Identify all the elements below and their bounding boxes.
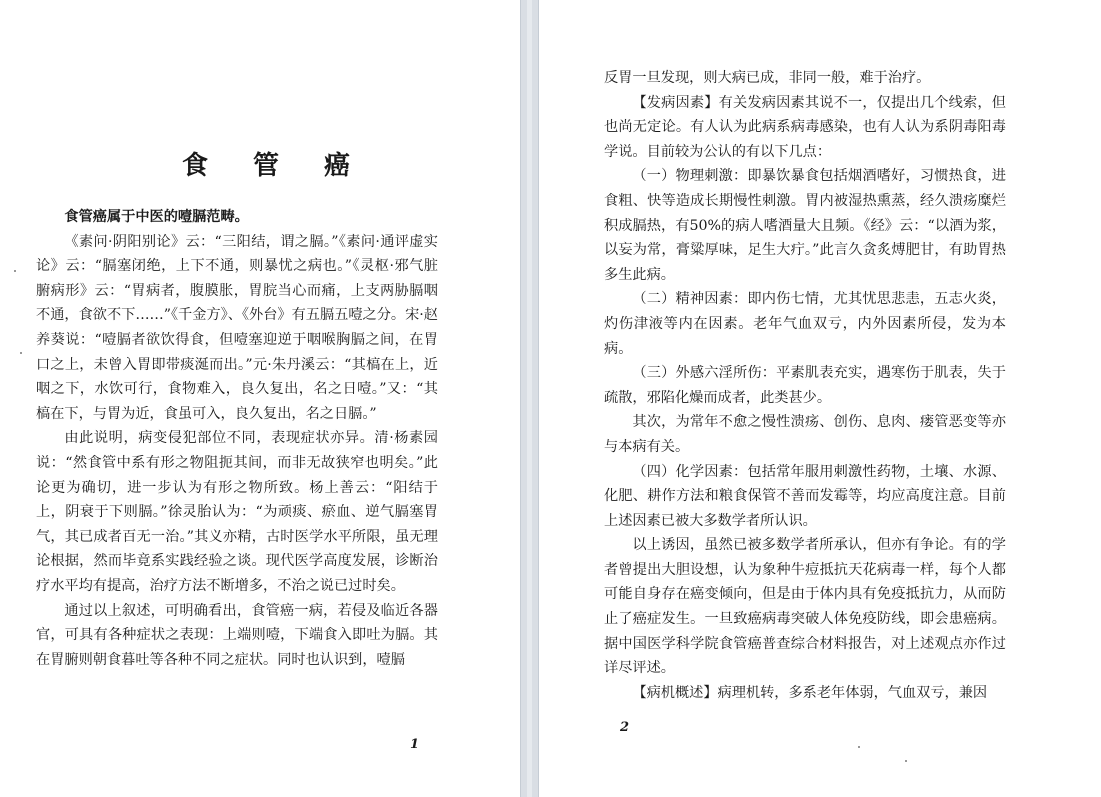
right-paragraph-9: 【病机概述】病理机转，多系老年体弱，气血双亏，兼因	[632, 684, 988, 701]
divider-rail	[527, 0, 532, 797]
left-page-body	[36, 205, 438, 672]
scan-speck	[905, 760, 907, 762]
scan-speck	[858, 746, 860, 748]
right-paragraph-1: 反胃一旦发现，则大病已成，非同一般，难于治疗。	[604, 70, 931, 86]
scan-speck	[14, 270, 16, 272]
left-paragraph-1: 食管癌属于中医的噎膈范畴。	[64, 209, 249, 225]
left-paragraph-2: 《素问·阴阳别论》云：“三阳结，谓之膈。”《素问·通评虚实论》云：“膈塞闭绝，上下不通，则暴忧之病也。”《灵枢·邪气脏腑病形》云：“胃病者，腹膜胀，胃脘当心而痛，上支两胁膈咽不通，食欲不下……”《千金方》、《外台》有五膈五噎之分。宋·赵养葵说：“噎膈者欲饮得食，但噎塞迎逆于咽喉胸膈之间，在胃口之上，未曾入胃即带痰涎而出。”元·朱丹溪云：“其槁在上，近咽之下，水饮可行，食物难入，良久复出，名之日噎。”又：“其槁在下，与胃为近，食虽可入，良久复出，名之日膈。”	[36, 233, 438, 422]
page-title: 食 管 癌	[181, 151, 369, 181]
right-paragraph-6: 其次，为常年不愈之慢性溃疡、创伤、息肉、瘘管恶变等亦与本病有关。	[604, 414, 1006, 455]
right-paragraph-3: （一）物理刺激：即暴饮暴食包括烟酒嗜好，习惯热食，进食粗、快等造成长期慢性刺激。胃内被湿热熏蒸，经久溃疡糜烂积成膈热，有50%的病人嗜酒量大且频。《经》云：“以酒为浆，以妄为常，膏粱厚味，足生大疔。”此言久贪炙煿肥甘，有助胃热多生此病。	[604, 168, 1006, 283]
right-page-number: 2	[620, 720, 630, 735]
right-paragraph-5: （三）外感六淫所伤：平素肌表充实，遇寒伤于肌表，失于疏散，邪陷化燥而成者，此类甚少。	[604, 365, 1006, 406]
left-paragraph-4: 通过以上叙述，可明确看出，食管癌一病，若侵及临近各器官，可具有各种症状之表现：上端则噎，下端食入即吐为膈。其在胃腑则朝食暮吐等各种不同之症状。同时也认识到，噎膈	[36, 602, 438, 668]
right-paragraph-7: （四）化学因素：包括常年服用刺激性药物，土壤、水源、化肥、耕作方法和粮食保管不善而发霉等，均应高度注意。目前上述因素已被大多数学者所认识。	[604, 463, 1006, 529]
right-page-body	[604, 66, 1006, 705]
left-page-number: 1	[410, 737, 420, 752]
left-paragraph-3: 由此说明，病变侵犯部位不同，表现症状亦异。清·杨素园说：“然食管中系有形之物阻扼其间，而非无故狭窄也明矣。”此论更为确切，进一步认为有形之物所致。杨上善云：“阳结于上，阴衰于下则膈。”徐灵胎认为：“为顽痰、瘀血、逆气膈塞胃气，其已成者百无一治。”其义亦精，古时医学水平所限，虽无理论根据，然而毕竟系实践经验之谈。现代医学高度发展，诊断治疗水平均有提高，治疗方法不断增多，不治之说已过时矣。	[36, 430, 438, 594]
right-paragraph-8: 以上诱因，虽然已被多数学者所承认，但亦有争论。有的学者曾提出大胆设想，认为象种牛痘抵抗天花病毒一样，每个人都可能自身存在癌变倾向，但是由于体内具有免疫抵抗力，从而防止了癌症发生。一旦致癌病毒突破人体免疫防线，即会患癌病。据中国医学科学院食管癌普查综合材料报告，对上述观点亦作过详尽评述。	[604, 537, 1006, 677]
right-paragraph-2: 【发病因素】有关发病因素其说不一，仅提出几个线索，但也尚无定论。有人认为此病系病毒感染，也有人认为系阴毒阳毒学说。目前较为公认的有以下几点：	[604, 94, 1006, 160]
right-paragraph-4: （二）精神因素：即内伤七情，尤其忧思悲恚，五志火炎，灼伤津液等内在因素。老年气血双亏，内外因素所侵，发为本病。	[604, 291, 1006, 357]
scan-speck	[20, 352, 22, 354]
page-divider	[520, 0, 539, 797]
